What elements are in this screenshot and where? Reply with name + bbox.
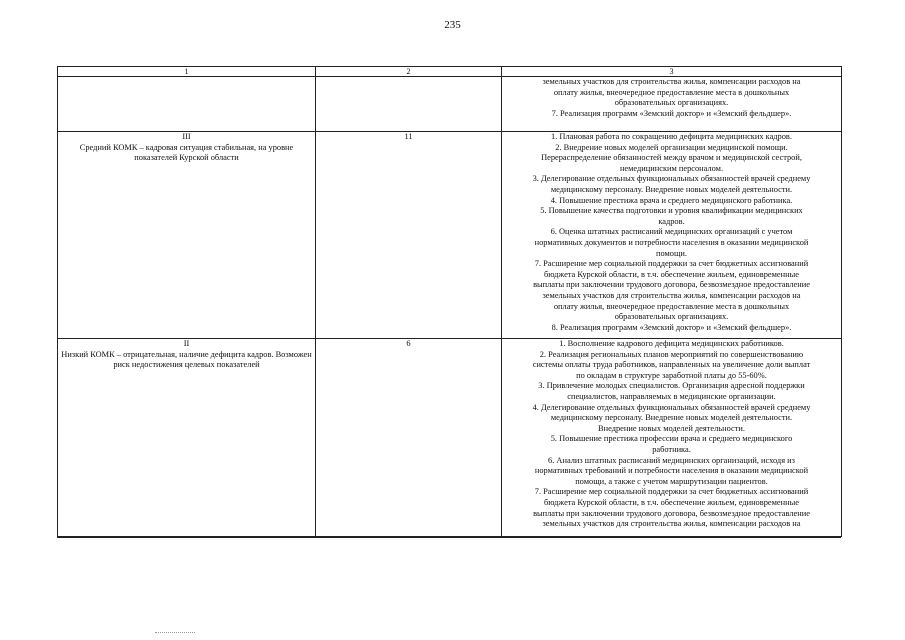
measure-line: 5. Повышение престижа профессии врача и среднего медицинского bbox=[550, 434, 793, 444]
level-cell bbox=[58, 132, 316, 339]
header-col-2: 2 bbox=[316, 67, 502, 77]
measure-line: нормативных документов и потребности населения в оказании медицинской bbox=[534, 237, 809, 247]
table-row bbox=[58, 77, 842, 132]
measure-line: Перераспределение обязанностей между врачом и медицинской сестрой, bbox=[541, 153, 802, 163]
measures-cell bbox=[502, 132, 842, 339]
measure-line: земельных участков для строительства жилья, компенсации расходов на bbox=[542, 519, 801, 529]
measure-line: 2. Реализация региональных планов мероприятий по совершенствованию bbox=[539, 349, 804, 359]
table-row bbox=[58, 339, 842, 537]
measure-line: 3. Делегирование отдельных функциональных обязанностей врачей среднему bbox=[532, 174, 811, 184]
measure-line: 7. Реализация программ «Земский доктор» и «Земский фельдшер». bbox=[551, 108, 792, 118]
komk-table bbox=[57, 66, 842, 537]
level-cell bbox=[58, 77, 316, 132]
measure-line: Внедрение новых моделей деятельности. bbox=[598, 423, 745, 433]
count-cell: 11 bbox=[316, 132, 502, 339]
measure-line: специалистов, направляемых в медицинские организации. bbox=[567, 391, 776, 401]
measure-line: 3. Привлечение молодых специалистов. Организация адресной поддержки bbox=[538, 381, 805, 391]
measure-line: образовательных организациях. bbox=[614, 312, 729, 322]
count-cell bbox=[316, 77, 502, 132]
measure-line: немедицинским персоналом. bbox=[619, 163, 724, 173]
measure-line: медицинскому персоналу. Внедрение новых моделей деятельности. bbox=[550, 184, 793, 194]
table-bottom-border bbox=[57, 537, 841, 538]
level-description: Низкий КОМК – отрицательная, наличие дефицита кадров. Возможен риск недостижения целевых показателей bbox=[61, 349, 312, 370]
measure-line: бюджета Курской области, в т.ч. обеспечение жильем, единовременные bbox=[544, 497, 799, 507]
measure-line: помощи, а также с учетом маршрутизации пациентов. bbox=[575, 476, 768, 486]
page-number: 235 bbox=[444, 19, 461, 31]
level-numeral: II bbox=[183, 339, 190, 348]
measure-line: образовательных организациях. bbox=[614, 98, 729, 108]
measure-line: медицинскому персоналу. Внедрение новых моделей деятельности. bbox=[550, 413, 793, 423]
table-header-row bbox=[58, 67, 842, 77]
header-col-1: 1 bbox=[58, 67, 316, 77]
measure-line: 8. Реализация программ «Земский доктор» и «Земский фельдшер». bbox=[551, 322, 792, 332]
measure-line: системы оплаты труда работников, направленных на увеличение доли выплат bbox=[532, 360, 811, 370]
measure-line: кадров. bbox=[658, 216, 685, 226]
measures-cell bbox=[502, 339, 842, 537]
measure-line: выплаты при заключении трудового договора, безвозмездное предоставление bbox=[533, 508, 810, 518]
header-col-3: 3 bbox=[502, 67, 842, 77]
scan-artifact-line bbox=[155, 632, 195, 633]
table-row bbox=[58, 132, 842, 339]
measure-line: выплаты при заключении трудового договора, безвозмездное предоставление bbox=[533, 280, 810, 290]
measure-line: 1. Плановая работа по сокращению дефицита медицинских кадров. bbox=[551, 132, 792, 141]
measure-line: помощи. bbox=[655, 248, 688, 258]
measure-line: 5. Повышение качества подготовки и уровня квалификации медицинских bbox=[540, 206, 803, 216]
measure-line: 6. Оценка штатных расписаний медицинских организаций с учетом bbox=[550, 227, 793, 237]
measure-line: по окладам в структуре заработной платы до 55-60%. bbox=[576, 370, 767, 380]
measure-line: работника. bbox=[652, 444, 691, 454]
measure-line: оплату жилья, внеочередное предоставление места в дошкольных bbox=[553, 301, 790, 311]
measure-line: нормативных требований и потребности населения в оказании медицинской bbox=[534, 466, 809, 476]
measures-cell bbox=[502, 77, 842, 132]
level-description: Средний КОМК – кадровая ситуация стабильная, на уровне показателей Курской области bbox=[79, 142, 294, 163]
measure-line: 4. Делегирование отдельных функциональных обязанностей врачей среднему bbox=[532, 402, 811, 412]
measure-line: 1. Восполнение кадрового дефицита медицинских работников. bbox=[559, 339, 784, 348]
measure-line: бюджета Курской области, в т.ч. обеспечение жильем, единовременные bbox=[544, 269, 799, 279]
count-cell: 6 bbox=[316, 339, 502, 537]
measure-line: 4. Повышение престижа врача и среднего медицинского работника. bbox=[550, 195, 793, 205]
measure-line: 7. Расширение мер социальной поддержки за счет бюджетных ассигнований bbox=[534, 259, 809, 269]
measure-line: 6. Анализ штатных расписаний медицинских организаций, исходя из bbox=[548, 455, 795, 465]
measure-line: оплату жилья, внеочередное предоставление места в дошкольных bbox=[553, 87, 790, 97]
measure-line: земельных участков для строительства жилья, компенсации расходов на bbox=[542, 290, 801, 300]
level-numeral: III bbox=[182, 132, 191, 141]
level-cell bbox=[58, 339, 316, 537]
measure-line: земельных участков для строительства жилья, компенсации расходов на bbox=[542, 77, 801, 86]
measure-line: 2. Внедрение новых моделей организации медицинской помощи. bbox=[555, 142, 788, 152]
measure-line: 7. Расширение мер социальной поддержки за счет бюджетных ассигнований bbox=[534, 487, 809, 497]
